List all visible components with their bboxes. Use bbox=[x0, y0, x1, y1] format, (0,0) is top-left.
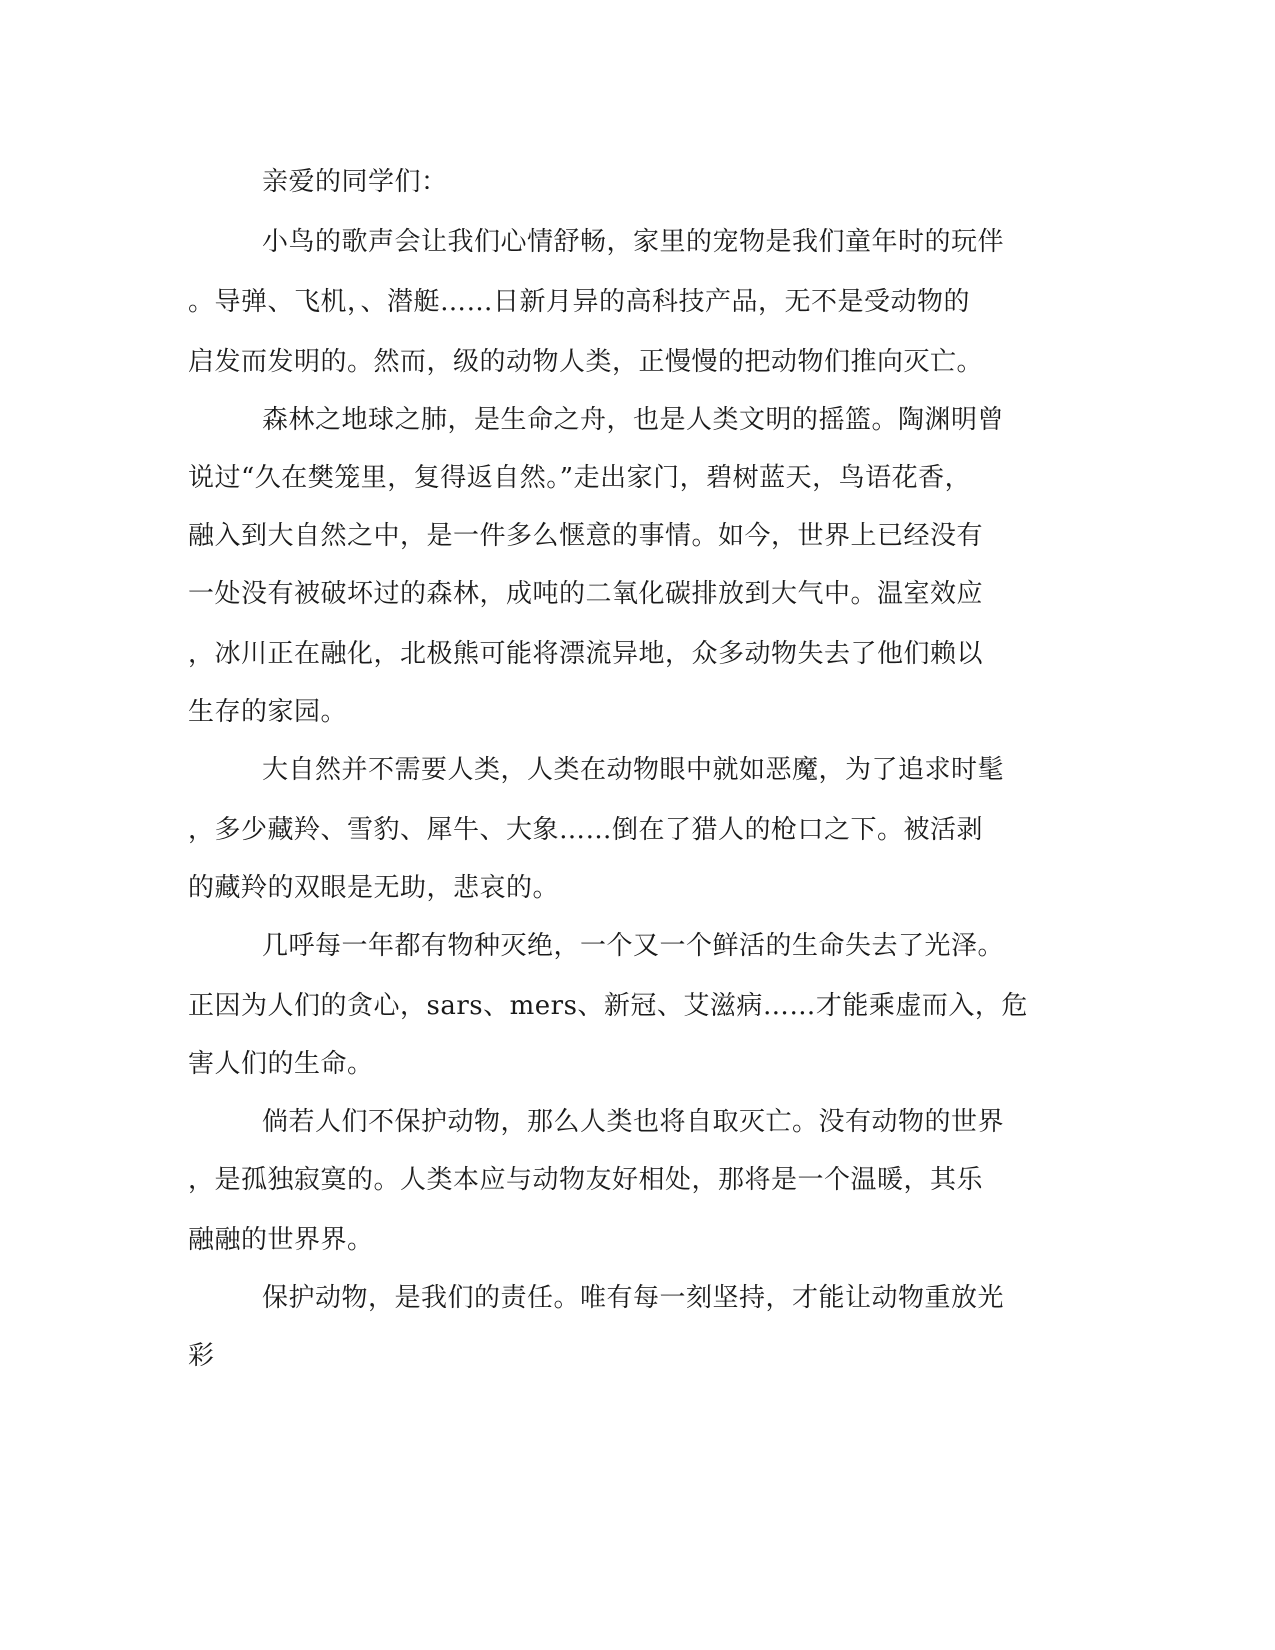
paragraph-1-line-2: 。导弹、飞机，、潜艇……日新月异的高科技产品，无不是受动物的 bbox=[188, 287, 971, 317]
paragraph-3-line-3: 的藏羚的双眼是无助，悲哀的。 bbox=[188, 873, 560, 903]
paragraph-2-line-3: 融入到大自然之中，是一件多么惬意的事情。如今，世界上已经没有 bbox=[188, 521, 984, 551]
paragraph-5-line-1: 倘若人们不保护动物，那么人类也将自取灭亡。没有动物的世界 bbox=[262, 1107, 1005, 1137]
paragraph-6-line-1: 保护动物，是我们的责任。唯有每一刻坚持，才能让动物重放光 bbox=[262, 1283, 1005, 1313]
paragraph-4-line-3: 害人们的生命。 bbox=[188, 1049, 374, 1079]
paragraph-3-line-2: ，多少藏羚、雪豹、犀牛、大象……倒在了猎人的枪口之下。被活剥 bbox=[188, 815, 984, 845]
paragraph-2-line-5: ，冰川正在融化，北极熊可能将漂流异地，众多动物失去了他们赖以 bbox=[188, 639, 984, 669]
paragraph-5-line-2: ，是孤独寂寞的。人类本应与动物友好相处，那将是一个温暖，其乐 bbox=[188, 1165, 984, 1195]
paragraph-5-line-3: 融融的世界界。 bbox=[188, 1225, 374, 1255]
paragraph-2-line-1: 森林之地球之肺，是生命之舟，也是人类文明的摇篮。陶渊明曾 bbox=[262, 405, 1005, 435]
paragraph-4-line-1: 几呼每一年都有物种灭绝，一个又一个鲜活的生命失去了光泽。 bbox=[262, 931, 1005, 961]
paragraph-2-line-2: 说过“久在樊笼里，复得返自然。”走出家门，碧树蓝天，鸟语花香， bbox=[188, 463, 972, 493]
paragraph-2-line-4: 一处没有被破坏过的森林，成吨的二氧化碳排放到大气中。温室效应 bbox=[188, 579, 984, 609]
paragraph-2-line-6: 生存的家园。 bbox=[188, 697, 348, 727]
paragraph-6-line-2: 彩 bbox=[188, 1341, 215, 1371]
paragraph-1-line-1: 小鸟的歌声会让我们心情舒畅，家里的宠物是我们童年时的玩伴 bbox=[262, 227, 1005, 257]
paragraph-3-line-1: 大自然并不需要人类，人类在动物眼中就如恶魔，为了追求时髦 bbox=[262, 755, 1005, 785]
paragraph-1-line-3: 启发而发明的。然而，级的动物人类，正慢慢的把动物们推向灭亡。 bbox=[188, 347, 984, 377]
paragraph-4-line-2: 正因为人们的贪心，sars、mers、新冠、艾滋病……才能乘虚而入，危 bbox=[188, 991, 1028, 1021]
salutation: 亲爱的同学们： bbox=[262, 167, 448, 197]
